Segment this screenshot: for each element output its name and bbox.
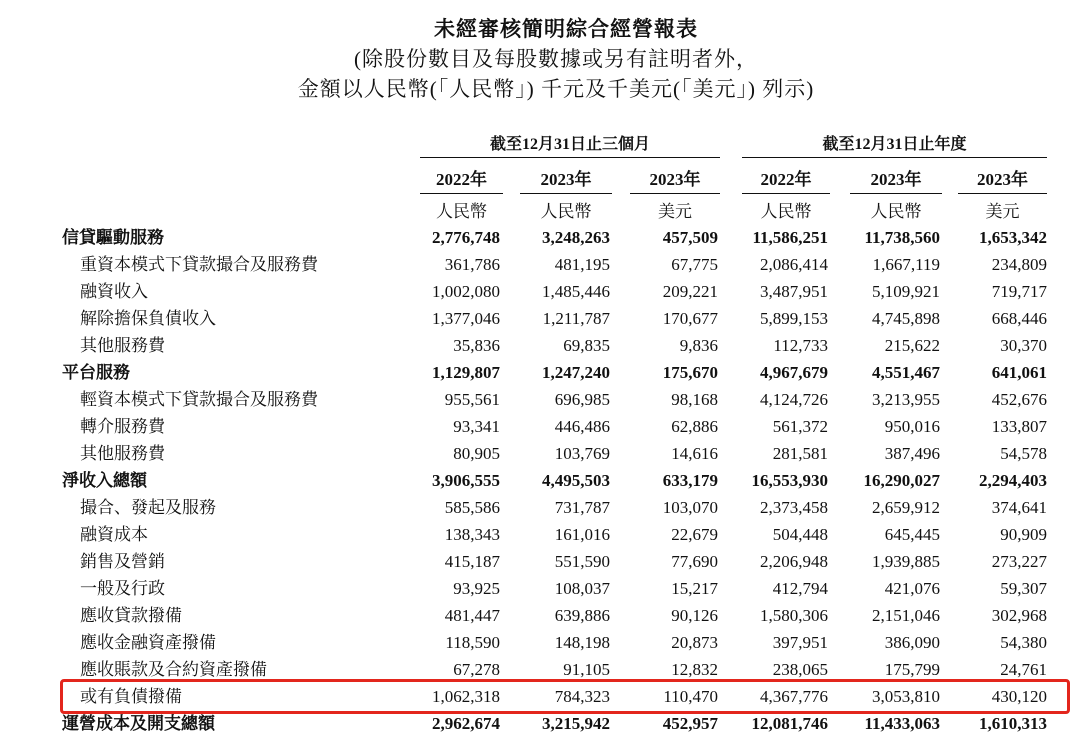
row-label: 應收金融資產撥備: [80, 633, 216, 652]
row-value: 54,380: [1000, 633, 1047, 652]
row-value: 12,081,746: [751, 714, 828, 733]
row-value: 90,909: [1000, 525, 1047, 544]
row-value: 950,016: [884, 417, 940, 436]
row-value: 98,168: [671, 390, 718, 409]
row-value: 3,906,555: [432, 471, 500, 490]
row-label: 其他服務費: [80, 444, 165, 463]
currency-header: 人民幣: [540, 202, 592, 221]
row-value: 2,659,912: [872, 498, 940, 517]
row-value: 59,307: [1000, 579, 1047, 598]
column-group-header-year: 截至12月31日止年度: [742, 132, 1047, 158]
row-label: 轉介服務費: [80, 417, 165, 436]
row-value: 2,151,046: [872, 606, 940, 625]
row-value: 645,445: [884, 525, 940, 544]
row-value: 457,509: [662, 228, 718, 247]
row-value: 138,343: [444, 525, 500, 544]
row-label: 運營成本及開支總額: [62, 714, 215, 733]
row-value: 5,899,153: [760, 309, 828, 328]
row-value: 1,247,240: [542, 363, 610, 382]
table-row: [0, 332, 1080, 359]
row-value: 1,129,807: [432, 363, 500, 382]
row-value: 118,590: [445, 633, 500, 652]
row-value: 91,105: [563, 660, 610, 679]
row-label: 信貸驅動服務: [62, 228, 164, 247]
row-value: 374,641: [991, 498, 1047, 517]
row-value: 1,667,119: [872, 255, 940, 274]
row-value: 3,053,810: [872, 687, 940, 706]
table-row-total: [0, 467, 1080, 494]
row-value: 585,586: [444, 498, 500, 517]
row-value: 4,967,679: [760, 363, 828, 382]
row-value: 3,215,942: [542, 714, 610, 733]
row-value: 2,373,458: [760, 498, 828, 517]
row-value: 421,076: [884, 579, 940, 598]
row-value: 452,957: [662, 714, 718, 733]
row-value: 4,551,467: [872, 363, 940, 382]
row-label: 輕資本模式下貸款撮合及服務費: [80, 390, 318, 409]
report-subtitle-line: (除股份數目及每股數據或另有註明者外，: [354, 47, 758, 71]
row-value: 1,939,885: [872, 552, 940, 571]
row-value: 1,377,046: [432, 309, 500, 328]
row-value: 2,776,748: [432, 228, 500, 247]
year-header: 2022年: [742, 167, 830, 194]
row-value: 14,616: [671, 444, 718, 463]
row-value: 446,486: [554, 417, 610, 436]
row-value: 12,832: [671, 660, 718, 679]
row-value: 103,070: [662, 498, 718, 517]
row-value: 1,580,306: [760, 606, 828, 625]
table-row: [0, 386, 1080, 413]
row-label: 其他服務費: [80, 336, 165, 355]
row-value: 4,367,776: [760, 687, 828, 706]
row-value: 110,470: [663, 687, 718, 706]
row-value: 4,124,726: [760, 390, 828, 409]
row-value: 1,062,318: [432, 687, 500, 706]
table-row: [0, 602, 1080, 629]
row-value: 1,002,080: [432, 282, 500, 301]
row-value: 238,065: [772, 660, 828, 679]
year-header: 2023年: [630, 167, 720, 194]
row-value: 641,061: [991, 363, 1047, 382]
table-row-total: [0, 710, 1080, 737]
year-header: 2023年: [958, 167, 1047, 194]
row-value: 415,187: [444, 552, 500, 571]
row-value: 67,775: [671, 255, 718, 274]
row-value: 633,179: [662, 471, 718, 490]
row-value: 20,873: [671, 633, 718, 652]
row-label: 解除擔保負債收入: [80, 309, 216, 328]
row-value: 481,447: [444, 606, 500, 625]
row-value: 215,622: [884, 336, 940, 355]
row-value: 69,835: [563, 336, 610, 355]
row-value: 170,677: [662, 309, 718, 328]
year-header: 2022年: [420, 167, 503, 194]
row-label: 融資成本: [80, 525, 148, 544]
row-value: 209,221: [662, 282, 718, 301]
row-label: 一般及行政: [80, 579, 165, 598]
table-row: [0, 494, 1080, 521]
table-row-group: [0, 224, 1080, 251]
table-row: [0, 278, 1080, 305]
row-value: 1,610,313: [979, 714, 1047, 733]
row-value: 175,670: [662, 363, 718, 382]
row-value: 3,213,955: [872, 390, 940, 409]
row-value: 281,581: [772, 444, 828, 463]
row-label: 平台服務: [62, 363, 130, 382]
table-row: [0, 575, 1080, 602]
row-value: 731,787: [554, 498, 610, 517]
table-row: [0, 683, 1080, 710]
row-value: 35,836: [453, 336, 500, 355]
row-value: 4,745,898: [872, 309, 940, 328]
row-value: 2,962,674: [432, 714, 500, 733]
row-label: 或有負債撥備: [80, 687, 182, 706]
row-value: 452,676: [991, 390, 1047, 409]
row-value: 161,016: [554, 525, 610, 544]
row-value: 54,578: [1000, 444, 1047, 463]
row-value: 103,769: [554, 444, 610, 463]
table-row: [0, 521, 1080, 548]
year-header: 2023年: [520, 167, 612, 194]
row-value: 133,807: [991, 417, 1047, 436]
row-value: 9,836: [679, 336, 718, 355]
table-row-group: [0, 359, 1080, 386]
table-row: [0, 305, 1080, 332]
row-value: 90,126: [671, 606, 718, 625]
row-value: 16,290,027: [863, 471, 940, 490]
row-value: 62,886: [671, 417, 718, 436]
row-value: 397,951: [772, 633, 828, 652]
table-body: [0, 224, 1080, 737]
row-value: 386,090: [884, 633, 940, 652]
row-value: 668,446: [991, 309, 1047, 328]
row-value: 387,496: [884, 444, 940, 463]
row-label: 淨收入總額: [62, 471, 147, 490]
row-value: 234,809: [991, 255, 1047, 274]
row-value: 16,553,930: [751, 471, 828, 490]
row-value: 955,561: [444, 390, 500, 409]
row-value: 11,586,251: [752, 228, 828, 247]
row-value: 93,341: [453, 417, 500, 436]
currency-header: 人民幣: [436, 202, 487, 221]
row-value: 551,590: [554, 552, 610, 571]
row-label: 重資本模式下貸款撮合及服務費: [80, 255, 318, 274]
row-value: 719,717: [991, 282, 1047, 301]
row-value: 11,433,063: [864, 714, 940, 733]
row-value: 11,738,560: [864, 228, 940, 247]
row-value: 4,495,503: [542, 471, 610, 490]
row-value: 2,294,403: [979, 471, 1047, 490]
row-value: 504,448: [772, 525, 828, 544]
row-value: 1,211,787: [542, 309, 610, 328]
row-value: 148,198: [554, 633, 610, 652]
row-value: 67,278: [453, 660, 500, 679]
row-value: 273,227: [991, 552, 1047, 571]
row-value: 639,886: [554, 606, 610, 625]
row-value: 696,985: [554, 390, 610, 409]
row-label: 撮合、發起及服務: [80, 498, 216, 517]
row-value: 1,653,342: [979, 228, 1047, 247]
row-value: 93,925: [453, 579, 500, 598]
currency-header: 人民幣: [870, 202, 922, 221]
table-row: [0, 629, 1080, 656]
row-value: 412,794: [772, 579, 828, 598]
row-value: 361,786: [444, 255, 500, 274]
row-value: 77,690: [671, 552, 718, 571]
row-value: 3,248,263: [542, 228, 610, 247]
year-header: 2023年: [850, 167, 942, 194]
table-row: [0, 413, 1080, 440]
row-value: 784,323: [554, 687, 610, 706]
row-value: 24,761: [1000, 660, 1047, 679]
currency-header: 美元: [658, 202, 692, 221]
row-value: 15,217: [671, 579, 718, 598]
table-row: [0, 440, 1080, 467]
row-value: 112,733: [773, 336, 828, 355]
row-value: 430,120: [991, 687, 1047, 706]
row-label: 應收貸款撥備: [80, 606, 182, 625]
row-value: 3,487,951: [760, 282, 828, 301]
column-group-header-three-months: 截至12月31日止三個月: [420, 132, 720, 158]
row-value: 1,485,446: [542, 282, 610, 301]
row-label: 應收賬款及合約資產撥備: [80, 660, 267, 679]
row-value: 5,109,921: [872, 282, 940, 301]
row-value: 2,206,948: [760, 552, 828, 571]
row-value: 30,370: [1000, 336, 1047, 355]
row-value: 2,086,414: [760, 255, 828, 274]
table-row: [0, 548, 1080, 575]
currency-header: 人民幣: [760, 202, 812, 221]
report-title: 未經審核簡明綜合經營報表: [434, 17, 698, 41]
row-value: 22,679: [671, 525, 718, 544]
row-value: 561,372: [772, 417, 828, 436]
row-value: 80,905: [453, 444, 500, 463]
report-subtitle-line: 金額以人民幣(「人民幣」) 千元及千美元(「美元」) 列示): [297, 77, 815, 101]
report-header: [256, 14, 856, 104]
row-value: 481,195: [554, 255, 610, 274]
currency-header: 美元: [985, 202, 1020, 221]
row-label: 融資收入: [80, 282, 148, 301]
table-row: [0, 251, 1080, 278]
row-value: 108,037: [554, 579, 610, 598]
row-label: 銷售及營銷: [80, 552, 165, 571]
row-value: 175,799: [884, 660, 940, 679]
row-value: 302,968: [991, 606, 1047, 625]
table-row: [0, 656, 1080, 683]
